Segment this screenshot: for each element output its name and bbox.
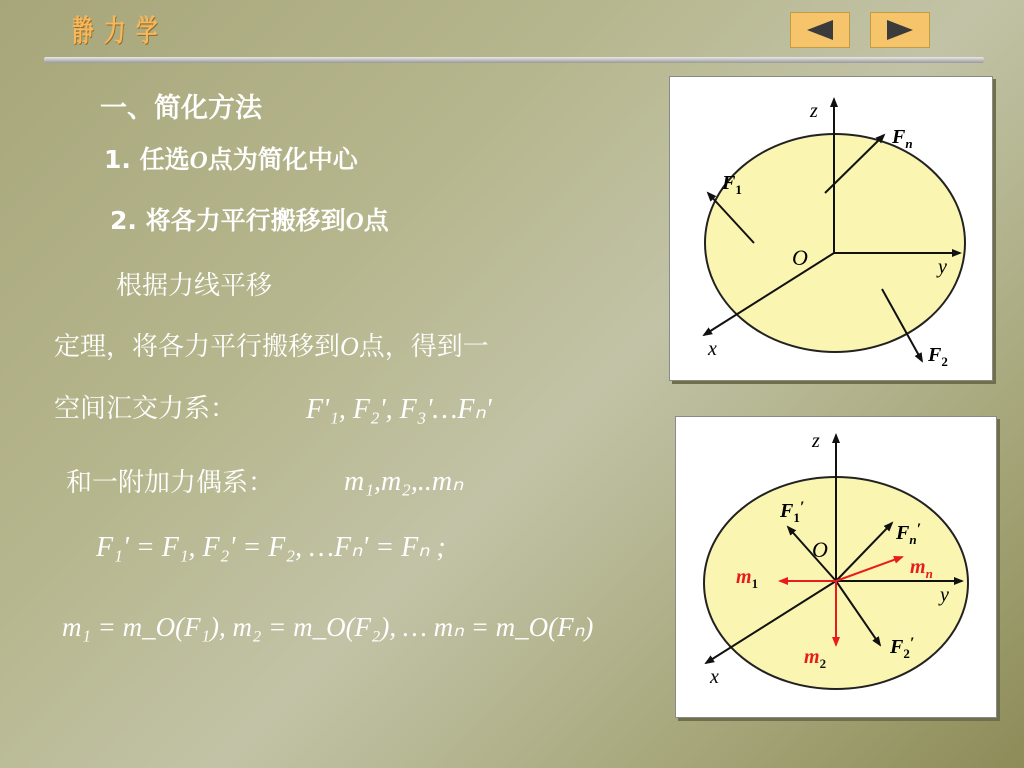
y-label: y	[938, 256, 947, 278]
moment-formula: m₁ = m_O(F₁), m₂ = m_O(F₂), … mₙ = m_O(Fₙ)	[62, 612, 594, 642]
triangle-left-icon	[803, 18, 837, 42]
f2-label: $F_2$	[928, 344, 948, 369]
z-label: z	[812, 430, 820, 452]
y-label: y	[940, 584, 949, 606]
paragraph-line-2-a: 定理，将各力平行搬移到	[54, 332, 341, 362]
step-2-text-a: 将各力平行搬移到	[145, 206, 346, 235]
step-1-number: 1.	[104, 145, 131, 174]
concurrent-force-formula: F'₁, F₂', F₃'…Fₙ'	[306, 394, 492, 425]
step-1	[104, 140, 358, 176]
concurrent-system-diagram	[675, 416, 997, 718]
fn-label: $F_n$	[892, 126, 913, 151]
step-2	[110, 201, 389, 237]
force-system-diagram	[669, 76, 993, 381]
paragraph-line-1: 根据力线平移	[116, 271, 273, 301]
force-equality-formula: F₁' = F₁, F₂' = F₂, …Fₙ' = Fₙ ;	[96, 532, 446, 563]
z-label: z	[810, 100, 818, 122]
force-system-svg	[670, 77, 992, 380]
step-1-point-o: O	[189, 147, 208, 174]
slide-header-title: 静 力 学	[72, 14, 160, 49]
section-title: 一、简化方法	[100, 93, 262, 124]
f1-label: $F_1$	[722, 172, 742, 197]
header-divider	[44, 57, 984, 63]
x-label: x	[708, 338, 717, 360]
m1-label: $m_1$	[736, 566, 759, 591]
paragraph-line-4: 和一附加力偶系：	[66, 468, 275, 498]
triangle-right-icon	[883, 18, 917, 42]
f1-prime-label: $F_1'$	[780, 499, 805, 525]
step-2-text-b: 点	[363, 206, 389, 235]
previous-slide-button[interactable]	[790, 12, 850, 48]
x-label: x	[710, 666, 719, 688]
next-slide-button[interactable]	[870, 12, 930, 48]
step-1-text-a: 任选	[139, 145, 190, 174]
concurrent-system-svg	[676, 417, 996, 717]
couple-system-formula: m₁,m₂,..mₙ	[344, 466, 464, 497]
origin-label: O	[792, 245, 808, 270]
paragraph-line-3: 空间汇交力系：	[54, 394, 237, 424]
m2-label: $m_2$	[804, 646, 827, 671]
paragraph-line-2-b: 点，得到一	[358, 332, 489, 362]
step-1-text-b: 点为简化中心	[207, 145, 358, 174]
fn-prime-label: $F_n'$	[896, 521, 922, 547]
step-2-point-o: O	[345, 208, 364, 235]
f2-prime-label: $F_2'$	[890, 635, 915, 661]
step-2-number: 2.	[110, 206, 137, 235]
origin-label: O	[812, 537, 828, 562]
paragraph-line-2	[54, 326, 489, 363]
mn-label: $m_n$	[910, 556, 933, 581]
paragraph-point-o: O	[340, 332, 359, 361]
